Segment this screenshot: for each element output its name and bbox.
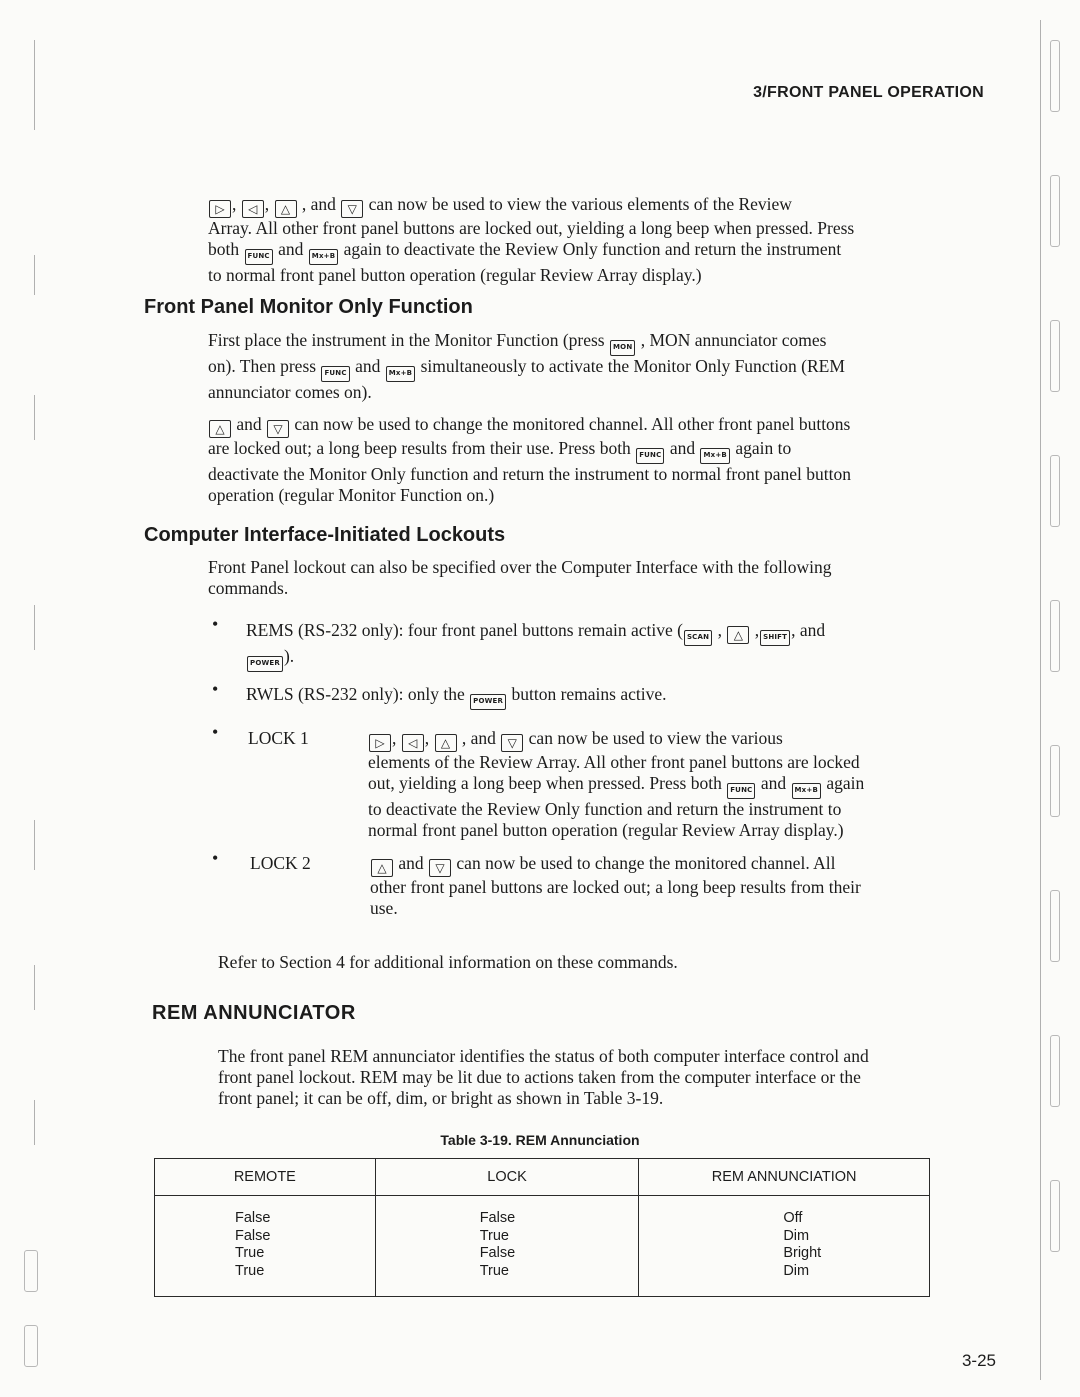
right-edge-mark bbox=[1050, 320, 1060, 392]
mxb-key: Mx+B bbox=[792, 783, 821, 799]
text-line: operation (regular Monitor Function on.) bbox=[208, 485, 495, 505]
lock-column bbox=[375, 1196, 639, 1297]
right-edge-mark bbox=[1050, 890, 1060, 962]
text-line: to deactivate the Review Only function and return the instrument to bbox=[368, 799, 842, 819]
text-run: on). Then press bbox=[208, 356, 317, 376]
right-edge-mark bbox=[1050, 455, 1060, 527]
scan-key: SCAN bbox=[684, 630, 712, 646]
table-cell: Dim bbox=[783, 1262, 810, 1279]
section-heading-monitor-only: Front Panel Monitor Only Function bbox=[144, 296, 473, 318]
text-run: can now be used to change the monitored channel. All other front panel buttons bbox=[294, 414, 851, 434]
text-line: use. bbox=[370, 898, 398, 918]
rwls-item bbox=[246, 684, 926, 710]
text-run: again to bbox=[735, 438, 792, 458]
func-key: FUNC bbox=[321, 366, 349, 382]
table-header-row bbox=[155, 1159, 930, 1196]
remote-column bbox=[155, 1196, 376, 1297]
table-header-lock: LOCK bbox=[375, 1159, 639, 1196]
text-line: annunciator comes on). bbox=[208, 382, 372, 402]
monitor-paragraph-2 bbox=[208, 414, 920, 506]
right-edge-mark bbox=[1050, 1180, 1060, 1252]
right-edge-mark bbox=[1050, 40, 1060, 112]
text-line bbox=[246, 620, 926, 646]
power-key: POWER bbox=[247, 656, 283, 672]
table-header-rem-annunciation: REM ANNUNCIATION bbox=[639, 1159, 930, 1196]
monitor-paragraph-1 bbox=[208, 330, 920, 403]
table-cell: True bbox=[235, 1262, 265, 1279]
down-arrow-key: ▽ bbox=[341, 200, 363, 218]
text-run: out, yielding a long beep when pressed. Press both bbox=[368, 773, 722, 793]
mon-key: MON bbox=[610, 340, 635, 356]
func-key: FUNC bbox=[636, 448, 664, 464]
rems-item bbox=[246, 620, 926, 672]
text-run: are locked out; a long beep results from their use. Press both bbox=[208, 438, 631, 458]
text-run: , and bbox=[301, 194, 336, 214]
text-line bbox=[208, 239, 920, 265]
text-line bbox=[208, 438, 920, 464]
text-run: button remains active. bbox=[511, 684, 667, 704]
up-arrow-key: △ bbox=[209, 420, 231, 438]
text-run: can now be used to view the various bbox=[528, 728, 783, 748]
down-arrow-key: ▽ bbox=[501, 734, 523, 752]
func-key: FUNC bbox=[727, 783, 755, 799]
power-key: POWER bbox=[470, 694, 506, 710]
right-edge-mark bbox=[1050, 745, 1060, 817]
table-cell: True bbox=[235, 1245, 265, 1261]
mxb-key: Mx+B bbox=[386, 366, 415, 382]
text-line bbox=[208, 414, 920, 438]
text-run: , MON annunciator comes bbox=[640, 330, 827, 350]
text-line: other front panel buttons are locked out; a long beep results from their bbox=[370, 877, 861, 897]
bullet: • bbox=[212, 679, 219, 699]
right-arrow-key: ▷ bbox=[209, 200, 231, 218]
table-cell: Bright bbox=[783, 1245, 822, 1261]
text-line: elements of the Review Array. All other front panel buttons are locked bbox=[368, 752, 860, 772]
text-line bbox=[370, 853, 926, 877]
table-cell: True bbox=[479, 1227, 509, 1244]
text-run: , and bbox=[791, 620, 826, 640]
left-edge-mark bbox=[24, 1250, 38, 1292]
lock1-label: LOCK 1 bbox=[248, 728, 309, 748]
text-run: , bbox=[754, 620, 760, 640]
func-key: FUNC bbox=[245, 249, 273, 265]
refer-note: Refer to Section 4 for additional information on these commands. bbox=[218, 952, 678, 972]
table-body bbox=[155, 1196, 930, 1297]
table-cell: Off bbox=[783, 1210, 803, 1226]
text-run: and bbox=[236, 414, 262, 434]
text-run: and bbox=[398, 853, 424, 873]
rem-annunciation-table bbox=[154, 1158, 930, 1297]
text-run: REMS (RS-232 only): four front panel buttons remain active ( bbox=[246, 620, 683, 640]
text-run: both bbox=[208, 239, 240, 259]
text-run: and bbox=[355, 356, 381, 376]
right-edge-mark bbox=[1050, 600, 1060, 672]
text-line bbox=[208, 330, 920, 356]
left-arrow-key: ◁ bbox=[242, 200, 264, 218]
table-cell: False bbox=[235, 1210, 271, 1226]
table-cell: Dim bbox=[783, 1227, 810, 1244]
right-edge-mark bbox=[1050, 1035, 1060, 1107]
mxb-key: Mx+B bbox=[309, 249, 338, 265]
text-run: , and bbox=[461, 728, 496, 748]
text-line: ▷ , ◁ , △ , and ▽ can now be used to view the various elements of the Review bbox=[208, 194, 920, 218]
up-arrow-key: △ bbox=[727, 626, 749, 644]
table-cell: False bbox=[479, 1210, 516, 1226]
text-run: can now be used to view the various elements of the Review bbox=[368, 194, 792, 214]
right-edge-line bbox=[1040, 20, 1042, 1380]
left-edge-mark bbox=[34, 395, 39, 440]
table-cell: False bbox=[235, 1227, 271, 1244]
up-arrow-key: △ bbox=[371, 859, 393, 877]
text-line bbox=[208, 356, 920, 382]
mxb-key: Mx+B bbox=[700, 448, 729, 464]
text-run: simultaneously to activate the Monitor Only Function (REM bbox=[420, 356, 845, 376]
bullet: • bbox=[212, 722, 219, 742]
text-run: and bbox=[760, 773, 787, 793]
lock1-description bbox=[368, 728, 924, 841]
text-line bbox=[368, 773, 924, 799]
text-run: , bbox=[717, 620, 722, 640]
left-edge-mark bbox=[34, 40, 39, 130]
text-line: deactivate the Monitor Only function and return the instrument to normal front panel button bbox=[208, 464, 851, 484]
text-line: commands. bbox=[208, 578, 289, 598]
section-heading-rem-annunciator: REM ANNUNCIATOR bbox=[152, 1002, 356, 1024]
left-edge-mark bbox=[34, 605, 39, 650]
page-number: 3-25 bbox=[961, 1351, 996, 1370]
down-arrow-key: ▽ bbox=[429, 859, 451, 877]
left-edge-mark bbox=[34, 820, 39, 870]
table-caption: Table 3-19. REM Annunciation bbox=[440, 1132, 640, 1148]
text-line: Front Panel lockout can also be specified over the Computer Interface with the following bbox=[208, 557, 832, 577]
table-cell: False bbox=[479, 1245, 516, 1261]
text-run: again to deactivate the Review Only function and return the instrument bbox=[343, 239, 842, 259]
right-arrow-key: ▷ bbox=[369, 734, 391, 752]
text-run: and bbox=[278, 239, 304, 259]
shift-key: SHIFT bbox=[760, 630, 790, 646]
left-edge-mark bbox=[24, 1325, 38, 1367]
down-arrow-key: ▽ bbox=[267, 420, 289, 438]
running-header: 3/FRONT PANEL OPERATION bbox=[753, 84, 984, 101]
text-line: front panel lockout. REM may be lit due to actions taken from the computer interface or the bbox=[218, 1067, 861, 1087]
text-run: again bbox=[826, 773, 865, 793]
bullet: • bbox=[212, 614, 219, 634]
bullet: • bbox=[212, 848, 219, 868]
table-header-remote: REMOTE bbox=[155, 1159, 376, 1196]
left-edge-mark bbox=[34, 255, 39, 295]
intro-paragraph bbox=[208, 194, 920, 286]
right-edge-mark bbox=[1050, 175, 1060, 247]
text-line: ▷ , ◁ , △ , and ▽ can now be used to view the various bbox=[368, 728, 924, 752]
left-edge-mark bbox=[34, 965, 39, 1010]
text-run: RWLS (RS-232 only): only the bbox=[246, 684, 465, 704]
text-run: First place the instrument in the Monitor Function (press bbox=[208, 330, 605, 350]
up-arrow-key: △ bbox=[275, 200, 297, 218]
text-line: front panel; it can be off, dim, or bright as shown in Table 3-19. bbox=[218, 1088, 664, 1108]
table-cell: True bbox=[479, 1262, 509, 1279]
lock2-label: LOCK 2 bbox=[250, 853, 311, 873]
up-arrow-key: △ bbox=[435, 734, 457, 752]
lockouts-intro bbox=[208, 557, 920, 599]
text-line: The front panel REM annunciator identifies the status of both computer interface control and bbox=[218, 1046, 869, 1066]
lock2-description bbox=[370, 853, 926, 919]
rem-paragraph bbox=[218, 1046, 930, 1109]
left-arrow-key: ◁ bbox=[402, 734, 424, 752]
text-line: normal front panel button operation (regular Review Array display.) bbox=[368, 820, 844, 840]
text-line bbox=[246, 646, 926, 672]
annunciation-column bbox=[639, 1196, 930, 1297]
text-run: can now be used to change the monitored channel. All bbox=[456, 853, 836, 873]
text-run: and bbox=[669, 438, 696, 458]
text-run: ). bbox=[283, 646, 295, 666]
text-line: Array. All other front panel buttons are locked out, yielding a long beep when pressed. Press bbox=[208, 218, 855, 238]
section-heading-lockouts: Computer Interface-Initiated Lockouts bbox=[144, 524, 506, 546]
text-line: to normal front panel button operation (regular Review Array display.) bbox=[208, 265, 702, 285]
